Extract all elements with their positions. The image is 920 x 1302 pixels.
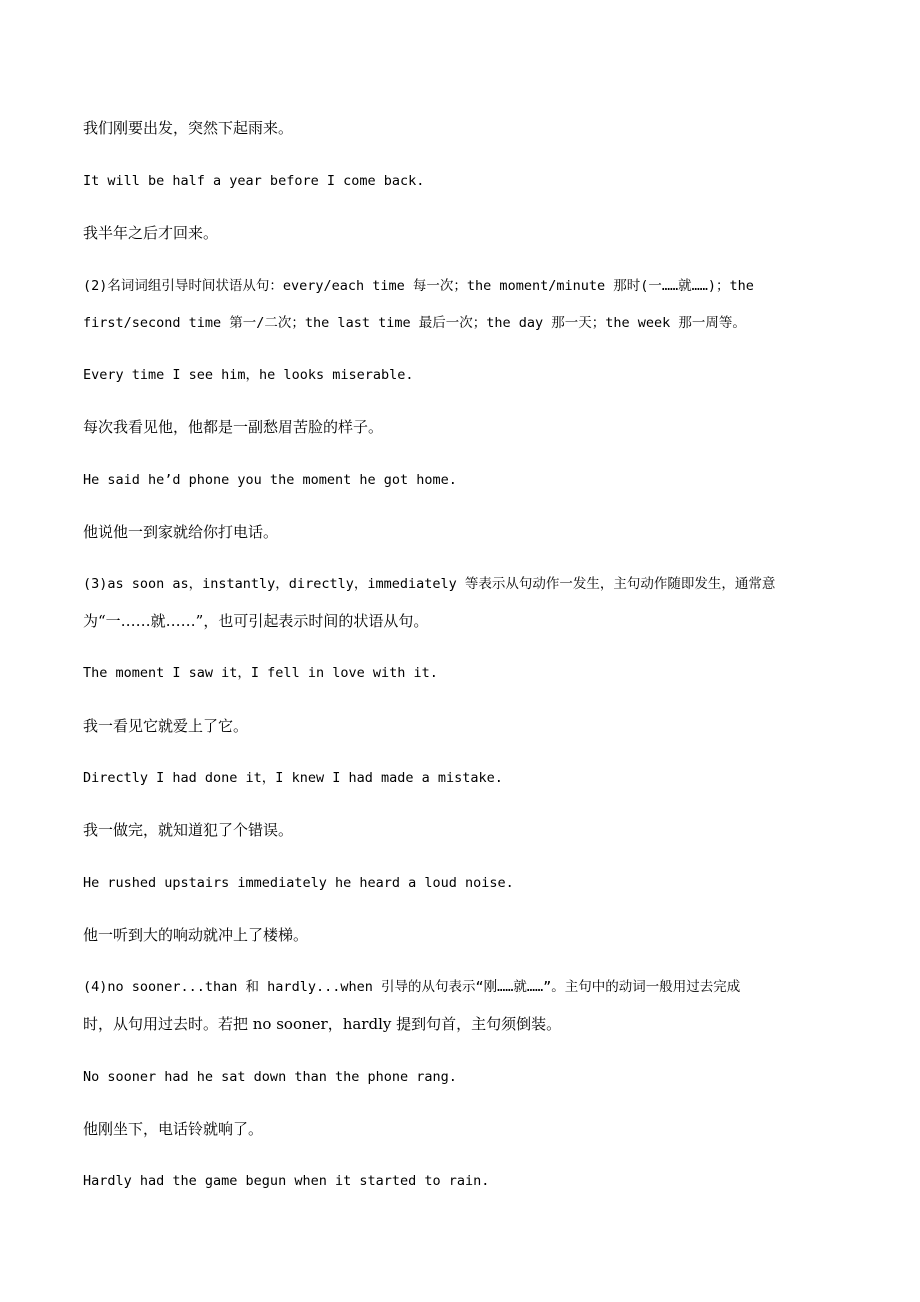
text-line-2: It will be half a year before I come back. [83, 173, 425, 189]
text-line-8: He said he’d phone you the moment he got home. [83, 472, 457, 488]
text-line-15: 我一做完，就知道犯了个错误。 [83, 821, 294, 839]
text-line-7: 每次我看见他，他都是一副愁眉苦脸的样子。 [83, 418, 384, 436]
text-line-1: 我们刚要出发，突然下起雨来。 [83, 119, 294, 137]
text-line-13: 我一看见它就爱上了它。 [83, 717, 249, 735]
text-line-22: Hardly had the game begun when it started to rain. [83, 1173, 490, 1189]
text-line-17: 他一听到大的响动就冲上了楼梯。 [83, 926, 309, 944]
text-line-16: He rushed upstairs immediately he heard a loud noise. [83, 875, 514, 891]
text-line-5: first/second time 第一/二次；the last time 最后一次；the day 那一天；the week 那一周等。 [83, 315, 746, 331]
text-line-14: Directly I had done it，I knew I had made a mistake. [83, 770, 503, 786]
text-line-20: No sooner had he sat down than the phone rang. [83, 1069, 457, 1085]
text-line-4: (2)名词词组引导时间状语从句：every/each time 每一次；the moment/minute 那时(一……就……)；the [83, 278, 754, 294]
text-line-10: (3)as soon as，instantly，directly，immediately 等表示从句动作一发生，主句动作随即发生，通常意 [83, 576, 776, 592]
text-line-6: Every time I see him，he looks miserable. [83, 367, 414, 383]
text-line-9: 他说他一到家就给你打电话。 [83, 523, 279, 541]
text-line-3: 我半年之后才回来。 [83, 224, 219, 242]
text-line-18: (4)no sooner...than 和 hardly...when 引导的从句表示“刚……就……”。主句中的动词一般用过去完成 [83, 979, 741, 995]
text-line-12: The moment I saw it，I fell in love with it. [83, 665, 438, 681]
text-line-19: 时，从句用过去时。若把 no sooner，hardly 提到句首，主句须倒装。 [83, 1015, 562, 1033]
text-line-21: 他刚坐下，电话铃就响了。 [83, 1120, 264, 1138]
text-line-11: 为“一……就……”，也可引起表示时间的状语从句。 [83, 612, 429, 630]
